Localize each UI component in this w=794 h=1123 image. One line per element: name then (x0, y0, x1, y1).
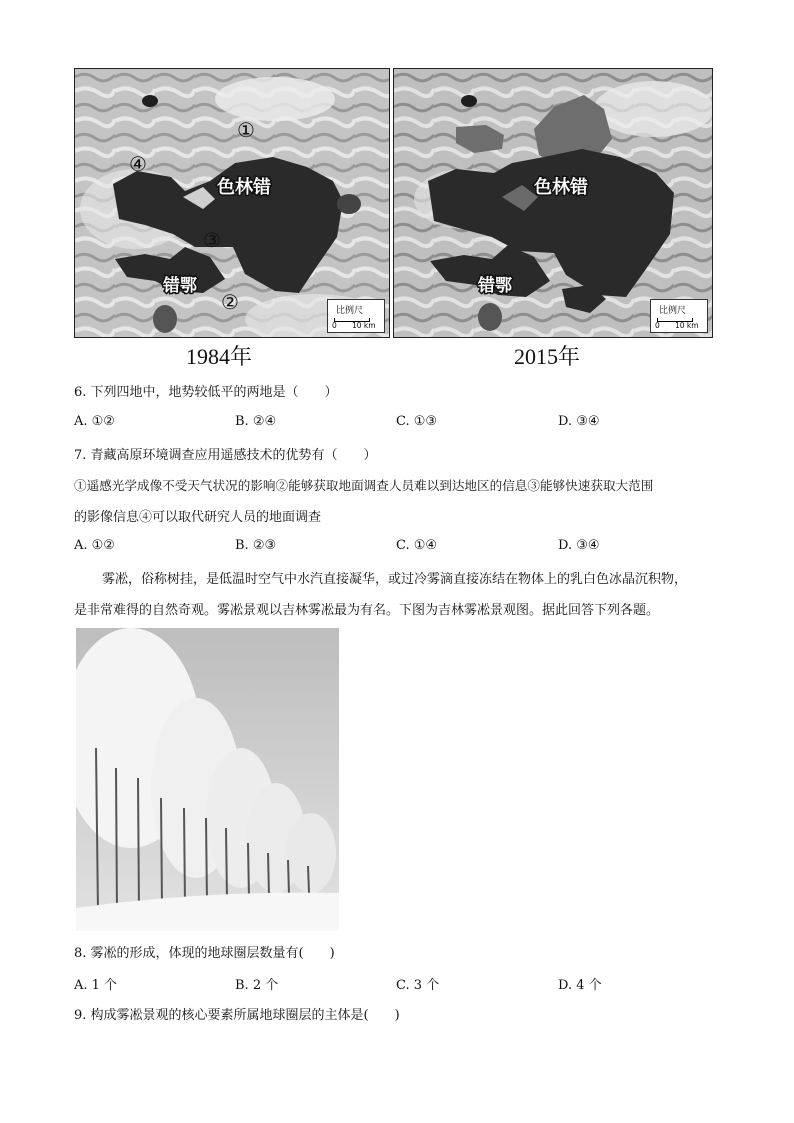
marker-1: ① (237, 118, 255, 142)
question-6-stem: 6. 下列四地中，地势较低平的两地是（ ） (74, 385, 338, 400)
marker-2: ② (221, 290, 239, 314)
scale-title: 比例尺 (336, 306, 364, 316)
map-1984-image (75, 69, 390, 338)
scale-zero: 0 (655, 321, 660, 330)
question-9-stem: 9. 构成雾凇景观的核心要素所属地球圈层的主体是( ) (74, 1008, 400, 1023)
question-8-option-a: A. 1 个 (74, 978, 118, 993)
question-7-option-b: B. ②③ (235, 538, 277, 553)
map-1984-lake-small-label: 错鄂 (163, 276, 197, 296)
scale-zero: 0 (332, 321, 337, 330)
question-8-stem: 8. 雾凇的形成，体现的地球圈层数量有( ) (74, 946, 335, 961)
map-2015 (393, 68, 713, 338)
map-2015-image (394, 69, 713, 338)
question-8-option-d: D. 4 个 (558, 978, 602, 993)
map-1984-scale (327, 299, 385, 333)
question-7-option-a: A. ①② (74, 538, 115, 553)
question-6-option-c: C. ①③ (396, 414, 438, 429)
question-6-option-a: A. ①② (74, 414, 115, 429)
map-2015-lake-small-label: 错鄂 (478, 276, 512, 296)
question-7-stem: 7. 青藏高原环境调查应用遥感技术的优势有（ ） (74, 448, 377, 463)
scale-km: 10 km (675, 321, 699, 330)
scale-title: 比例尺 (659, 306, 687, 316)
scale-km: 10 km (352, 321, 376, 330)
map-2015-year: 2015年 (514, 344, 581, 369)
question-6-option-b: B. ②④ (235, 414, 277, 429)
map-2015-scale (650, 299, 708, 333)
passage-line-2: 是非常难得的自然奇观。雾凇景观以吉林雾凇最为有名。下图为吉林雾凇景观图。据此回答下列各题。 (74, 603, 660, 618)
question-7-statements-line1: ①遥感光学成像不受天气状况的影响②能够获取地面调查人员难以到达地区的信息③能够快速获取大范围 (74, 478, 654, 493)
map-1984 (74, 68, 390, 338)
passage-line-1: 雾凇，俗称树挂，是低温时空气中水汽直接凝华，或过冷雾滴直接冻结在物体上的乳白色冰晶沉积物， (102, 572, 688, 587)
map-1984-lake-main-label: 色林错 (217, 177, 271, 198)
question-7-option-d: D. ③④ (558, 538, 600, 553)
question-7-statements-line2: 的影像信息④可以取代研究人员的地面调查 (74, 510, 322, 525)
map-1984-year: 1984年 (186, 344, 253, 369)
question-8-option-b: B. 2 个 (235, 978, 279, 993)
marker-4: ④ (129, 152, 147, 176)
question-8-option-c: C. 3 个 (396, 978, 440, 993)
question-6-option-d: D. ③④ (558, 414, 600, 429)
question-7-option-c: C. ①④ (396, 538, 438, 553)
marker-3: ③ (203, 228, 221, 252)
map-2015-lake-main-label: 色林错 (534, 177, 588, 198)
rime-landscape-photo (76, 628, 339, 931)
